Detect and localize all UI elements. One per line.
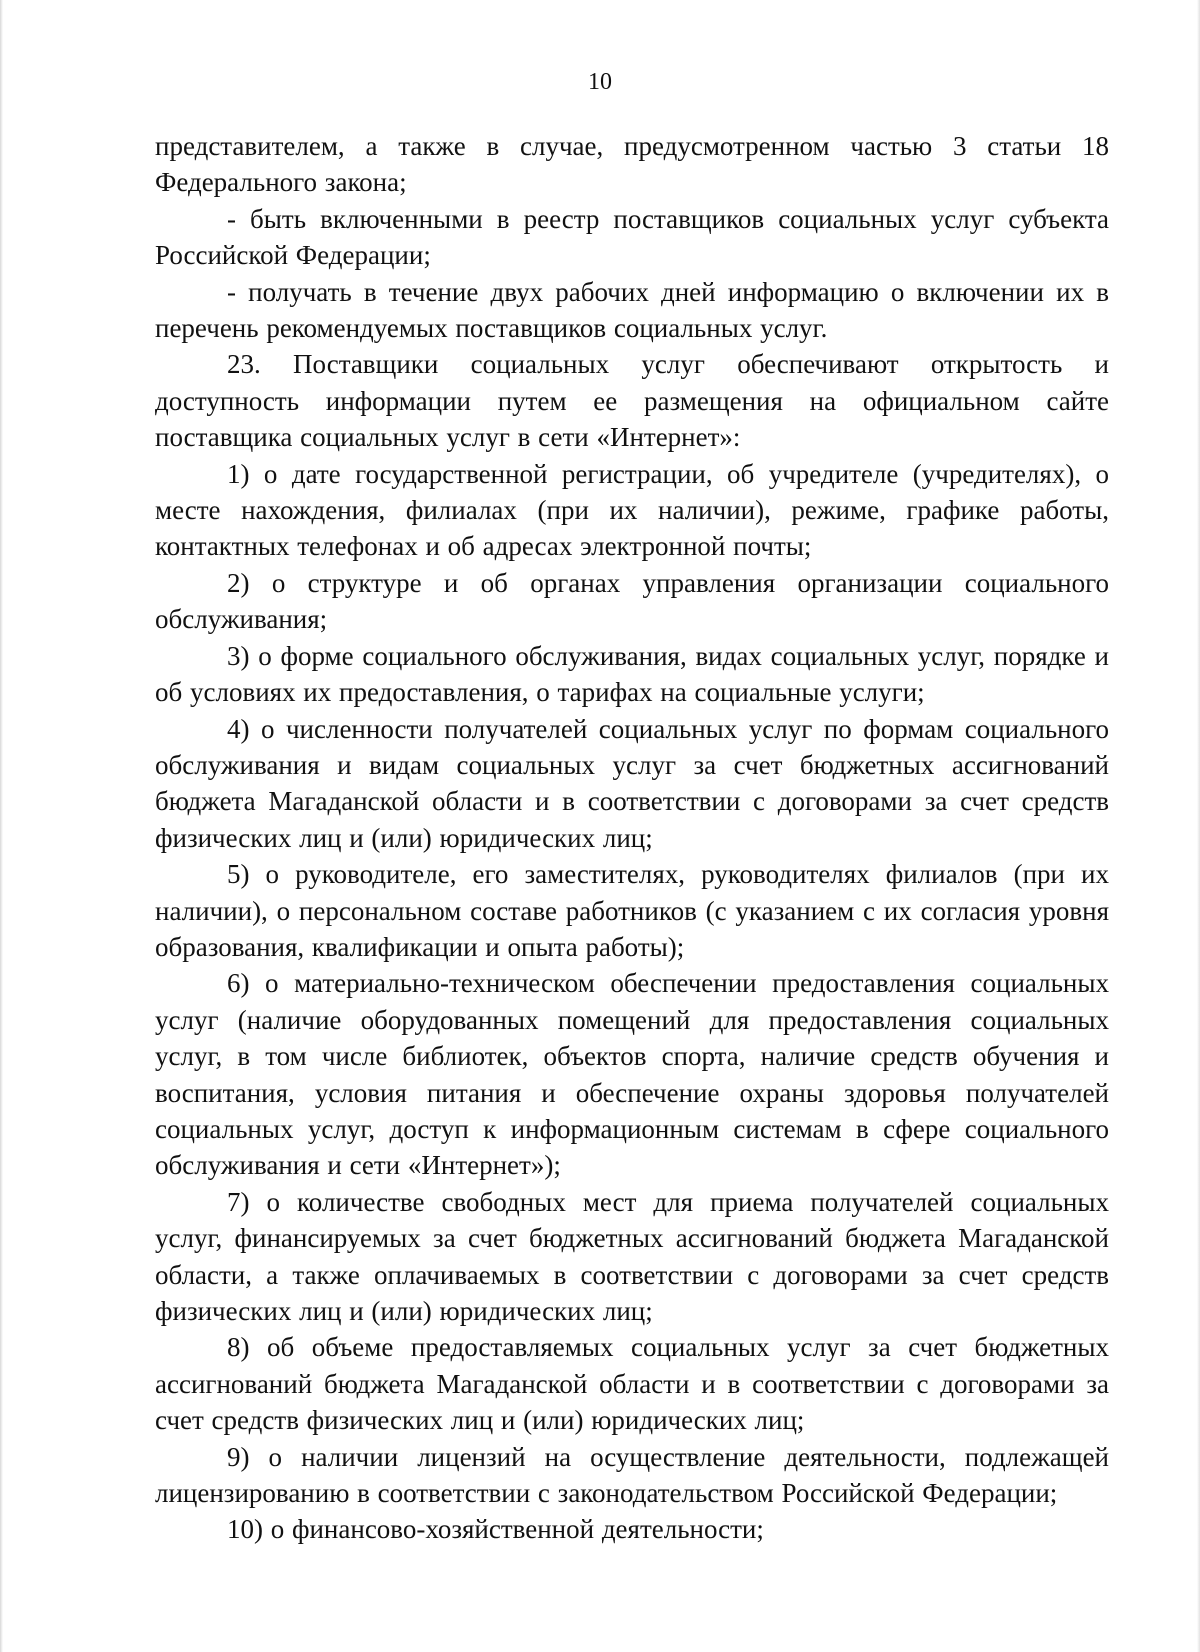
list-item-9: 9) о наличии лицензий на осуществление деятельности, подлежащей лицензированию в соответствии с законодательством Российской Федерации;: [155, 1441, 1109, 1509]
paragraph-clause-23: 23. Поставщики социальных услуг обеспечивают открытость и доступность информации путем ее размещения на официальном сайте поставщика социальных услуг в сети «Интернет»:: [155, 349, 1109, 453]
list-item-4: 4) о численности получателей социальных услуг по формам социального обслуживания и видам социальных услуг за счет бюджетных ассигнований бюджета Магаданской области и в соответствии с договорами за счет средств физических лиц и (или) юридических лиц;: [155, 713, 1109, 853]
list-item-8: 8) об объеме предоставляемых социальных услуг за счет бюджетных ассигнований бюджета Магаданской области и в соответствии с договорами за счет средств физических лиц и (или) юридических лиц;: [155, 1332, 1109, 1436]
list-item-1: 1) о дате государственной регистрации, об учредителе (учредителях), о месте нахождения, филиалах (при их наличии), режиме, графике работы, контактных телефонах и об адресах электронной почты;: [155, 458, 1109, 562]
page-number: 10: [588, 69, 612, 95]
list-item-7: 7) о количестве свободных мест для приема получателей социальных услуг, финансируемых за счет бюджетных ассигнований бюджета Магаданской области, а также оплачиваемых в соответствии с договорами за счет средств физических лиц и (или) юридических лиц;: [155, 1186, 1109, 1326]
list-item-6: 6) о материально-техническом обеспечении предоставления социальных услуг (наличие оборудованных помещений для предоставления социальных услуг, в том числе библиотек, объектов спорта, наличие средств обучения и воспитания, условия питания и обеспечение охраны здоровья получателей социальных услуг, доступ к информационным системам в сфере социального обслуживания и сети «Интернет»);: [155, 968, 1109, 1181]
scan-edge-left: [0, 0, 3, 1652]
paragraph-receive-information: - получать в течение двух рабочих дней информацию о включении их в перечень рекомендуемых поставщиков социальных услуг.: [155, 276, 1109, 344]
list-item-3: 3) о форме социального обслуживания, видах социальных услуг, порядке и об условиях их предоставления, о тарифах на социальные услуги;: [155, 640, 1109, 708]
document-body: [155, 128, 1109, 1548]
list-item-5: 5) о руководителе, его заместителях, руководителях филиалов (при их наличии), о персональном составе работников (с указанием с их согласия уровня образования, квалификации и опыта работы);: [155, 859, 1109, 962]
list-item-10: 10) о финансово-хозяйственной деятельности;: [227, 1514, 764, 1545]
paragraph-continuation: представителем, а также в случае, предусмотренном частью 3 статьи 18 Федерального закона;: [155, 131, 1109, 198]
paragraph-registry-inclusion: - быть включенными в реестр поставщиков социальных услуг субъекта Российской Федерации;: [155, 203, 1109, 271]
list-item-2: 2) о структуре и об органах управления организации социального обслуживания;: [155, 567, 1109, 635]
